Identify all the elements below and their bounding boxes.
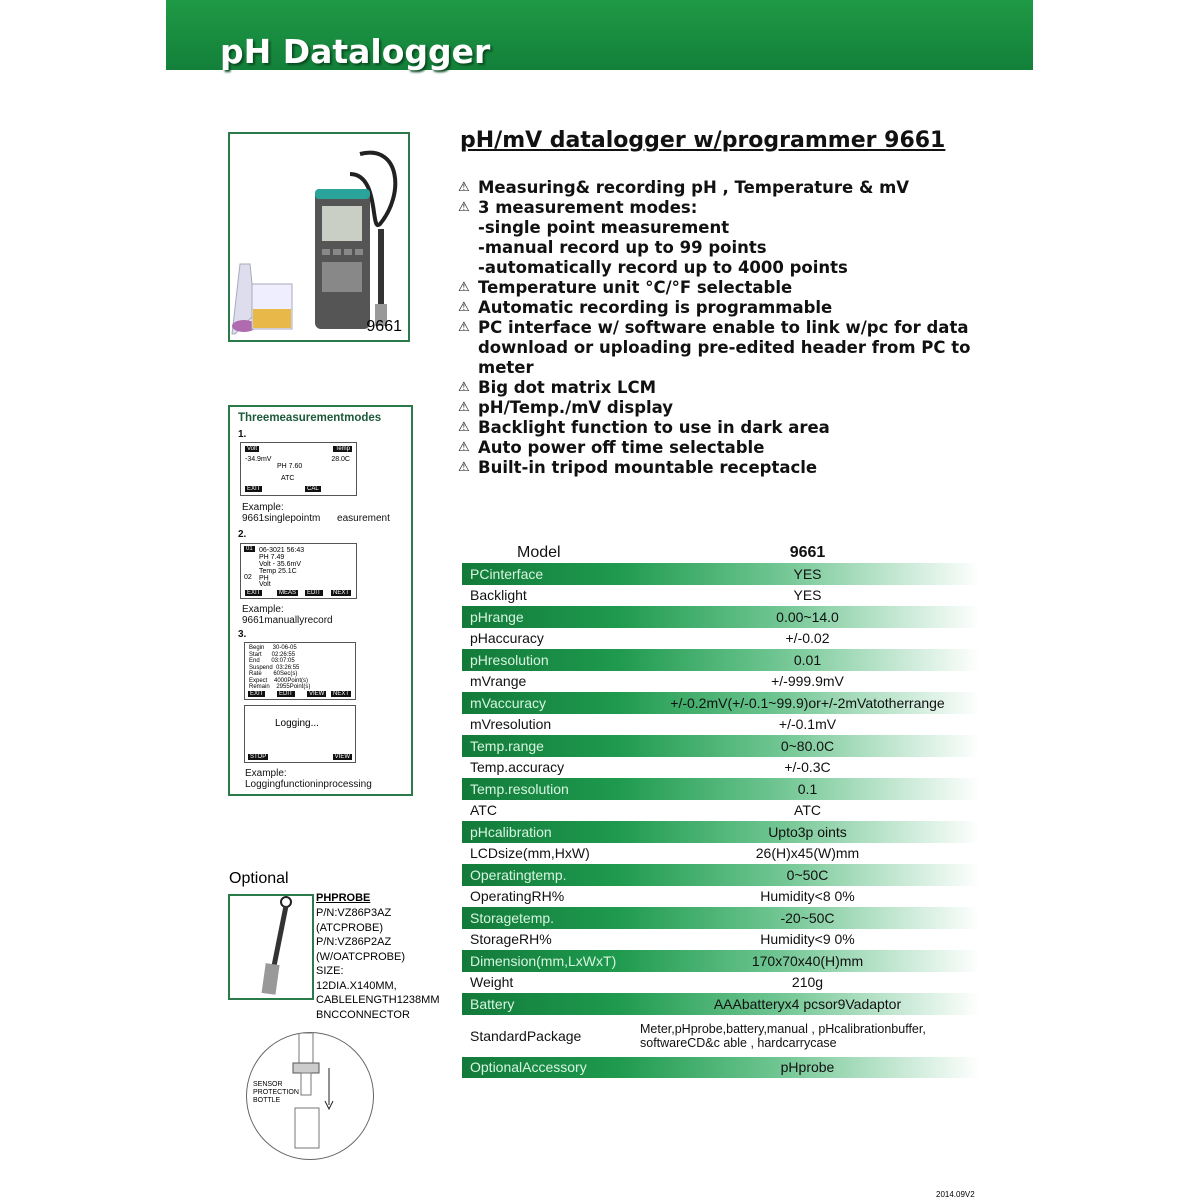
lcd-single-point [240,442,357,496]
feature-text: meter [478,358,534,377]
model-label: 9661 [366,318,402,335]
feature-text: Measuring& recording pH , Temperature & mV [478,178,910,197]
lcd-text: Logging... [275,718,319,729]
spec-value: +/-0.02 [785,630,830,647]
warning-triangle-icon: ⚠ [458,280,470,295]
spec-label: StorageRH% [470,931,552,948]
text-line: P/N:VZ86P2AZ [316,936,392,948]
spec-value: 26(H)x45(W)mm [755,845,860,862]
feature-item [458,418,970,438]
lcd-tag: VIEW [334,754,350,760]
spec-label: mVaccuracy [470,694,546,711]
table-row [462,864,980,886]
spec-label: pHresolution [470,651,549,668]
table-row [462,821,980,843]
measurement-modes-panel [228,405,413,796]
table-row [462,843,980,865]
table-row [462,929,980,951]
probe-title: PHPROBE [316,892,371,904]
lcd-text: Volt [259,581,271,588]
lcd-tag: EXIT [247,486,261,492]
optional-title: Optional [229,870,289,887]
example-caption: Loggingfunctioninprocessing [245,779,372,790]
probe-specs [316,906,440,1022]
table-row [462,757,980,779]
modes-title: Threemeasurementmodes [238,412,382,424]
text-line: Suspend 03:26:55 [249,664,300,671]
spec-label: pHcalibration [470,823,552,840]
mode-number: 1. [238,429,247,440]
lcd-tag: VIEW [309,691,325,697]
lcd-text: ATC [281,475,295,482]
mode-number: 3. [238,629,247,640]
text-line: P/N:VZ86P3AZ [316,907,392,919]
lcd-text: -34.9mV [245,456,272,463]
spec-value: +/-0.3C [784,759,831,776]
spec-value: 0.01 [793,651,822,668]
table-row [462,585,980,607]
spec-label: PCinterface [470,565,544,582]
table-row [462,671,980,693]
feature-item [458,298,970,318]
feature-text: -automatically record up to 4000 points [478,258,848,277]
table-row [462,563,980,585]
warning-triangle-icon: ⚠ [458,440,470,455]
text-line: PROTECTION [253,1089,299,1096]
lcd-logging [244,705,356,763]
spec-value: 0.00~14.0 [776,608,839,625]
lcd-tag: CAL [307,486,319,492]
warning-triangle-icon: ⚠ [458,200,470,215]
spec-value: Humidity<9 0% [760,931,855,948]
spec-value: Meter,pHprobe,battery,manual , pHcalibrationbuffer, softwareCD&c able , hardcarrycase [640,1021,926,1050]
spec-label: mVresolution [470,716,552,733]
feature-item [458,198,970,218]
text-line: SIZE: [316,965,344,977]
feature-text: Auto power off time selectable [478,438,765,457]
example-caption: 9661singlepointm easurement [242,513,390,524]
feature-text: -manual record up to 99 points [478,238,767,257]
text-line: Begin 30-06-05 [249,645,297,651]
table-row [462,1057,980,1079]
text-line: End 03:07:05 [249,658,295,664]
table-row [462,950,980,972]
text-line: BNCCONNECTOR [316,1008,410,1021]
model-value: 9661 [789,544,826,561]
table-row [462,606,980,628]
feature-item [458,438,970,458]
spec-label: Backlight [470,587,527,604]
spec-value: 0~80.0C [780,737,835,754]
lcd-auto-record [244,642,356,700]
datalogger-illustration [230,134,408,340]
lcd-tag: STOP [250,754,267,760]
warning-triangle-icon: ⚠ [458,320,470,335]
feature-item [458,398,970,418]
feature-item [458,338,970,358]
spec-label: Temp.resolution [470,780,569,797]
model-header: Model [517,544,561,561]
feature-item [458,318,970,338]
spec-value: +/-0.2mV(+/-0.1~99.9)or+/-2mVatotherrange [670,694,945,711]
text-line: CABLELENGTH1238MM [316,994,440,1006]
lcd-tag: MEAS [279,590,297,596]
spec-value: +/-0.1mV [778,716,837,733]
feature-text: Backlight function to use in dark area [478,418,830,437]
lcd-tag: EDIT [279,691,293,697]
lcd-manual-record [240,543,357,599]
lcd-text: PH 7.60 [277,463,303,470]
spec-value: +/-999.9mV [771,673,844,690]
text-line: (W/OATCPROBE) [316,950,406,963]
text-line: BOTTLE [253,1097,281,1104]
warning-triangle-icon: ⚠ [458,460,470,475]
example-label: Example: [242,604,284,615]
ph-probe-illustration [230,896,312,998]
example-label: Example: [242,502,284,513]
spec-label: pHrange [470,608,524,625]
table-row [462,800,980,822]
table-row [462,714,980,736]
spec-label: OperatingRH% [470,888,565,905]
table-row [462,1015,980,1057]
lcd-tag: EDIT [307,590,321,596]
feature-text: Built-in tripod mountable receptacle [478,458,818,477]
spec-value: Humidity<8 0% [760,888,855,905]
spec-value: 210g [791,974,824,991]
text-line: SENSOR [253,1081,283,1088]
feature-text: download or uploading pre-edited header from PC to [478,338,971,357]
mode-number: 2. [238,529,247,540]
page-title: pH Datalogger [220,32,491,71]
feature-text: Automatic recording is programmable [478,298,833,317]
spec-label: LCDsize(mm,HxW) [470,845,590,862]
lcd-text: PH [259,575,269,582]
lcd-text: 02 [244,574,252,581]
product-title: pH/mV datalogger w/programmer 9661 [460,128,946,153]
spec-label: Operatingtemp. [470,866,567,883]
feature-item [458,258,970,278]
spec-label: StandardPackage [470,1027,582,1044]
feature-item [458,178,970,198]
product-image [228,132,410,342]
table-row [462,628,980,650]
feature-item [458,458,970,478]
spec-value: ATC [794,802,821,819]
spec-table [462,543,980,1078]
lcd-tag: NEXT [333,590,350,596]
spec-label: Battery [470,995,515,1012]
spec-value: YES [793,565,822,582]
text-line: 12DIA.X140MM, [316,979,397,992]
spec-label: Dimension(mm,LxWxT) [470,952,617,969]
table-header [462,543,980,563]
feature-item [458,278,970,298]
lcd-tag: EXIT [247,590,261,596]
feature-list [458,178,970,478]
table-row [462,692,980,714]
version-footer: 2014.09V2 [936,1190,975,1199]
feature-text: Big dot matrix LCM [478,378,657,397]
spec-label: pHaccuracy [470,630,544,647]
warning-triangle-icon: ⚠ [458,180,470,195]
example-label: Example: [245,768,287,779]
spec-value: 0.1 [797,780,818,797]
probe-image [228,894,314,1000]
table-row [462,649,980,671]
table-row [462,778,980,800]
spec-value: AAAbatteryx4 pcsor9Vadaptor [713,995,902,1012]
feature-text: -single point measurement [478,218,730,237]
spec-value: Upto3p oints [768,823,847,840]
feature-text: 3 measurement modes: [478,198,698,217]
lcd-tag: Volt [247,446,258,452]
example-caption: 9661manuallyrecord [242,615,333,626]
lcd-text: Volt - 35.6mV [259,561,302,568]
spec-value: YES [793,587,822,604]
table-row [462,886,980,908]
feature-text: Temperature unit °C/°F selectable [478,278,793,297]
table-row [462,735,980,757]
warning-triangle-icon: ⚠ [458,300,470,315]
spec-value: 170x70x40(H)mm [751,952,864,969]
warning-triangle-icon: ⚠ [458,400,470,415]
table-row [462,993,980,1015]
feature-text: PC interface w/ software enable to link w/pc for data [478,318,969,337]
feature-item [458,238,970,258]
lcd-text: 06-3021 56:43 [259,547,305,554]
spec-label: Storagetemp. [470,909,555,926]
warning-triangle-icon: ⚠ [458,380,470,395]
spec-value: pHprobe [780,1059,835,1076]
lcd-tag: 01 [246,546,253,552]
spec-value: -20~50C [780,909,835,926]
lcd-text: Temp 25.1C [259,568,297,575]
header-banner [166,0,1033,70]
table-row [462,907,980,929]
spec-label: mVrange [470,673,527,690]
feature-item [458,378,970,398]
spec-label: Weight [470,974,514,991]
text-line: Remain 2955Point(s) [249,684,311,690]
feature-item [458,358,970,378]
lcd-tag: EXIT [250,691,264,697]
lcd-text: PH 7.49 [259,554,285,561]
text-line: Expect 4000Point(s) [249,677,309,684]
feature-item [458,218,970,238]
spec-label: ATC [470,802,497,819]
lcd-text: 28.0C [331,456,350,463]
text-line: (ATCPROBE) [316,921,384,934]
text-line: Start 02:26:55 [249,651,296,658]
spec-label: OptionalAccessory [470,1059,587,1076]
text-line: Rate 60Sec(s) [249,671,298,677]
warning-triangle-icon: ⚠ [458,420,470,435]
spec-label: Temp.range [470,737,544,754]
lcd-tag: NEXT [333,691,350,697]
protection-bottle-diagram [246,1032,374,1160]
lcd-tag: Temp [335,446,350,452]
spec-value: 0~50C [786,866,829,883]
table-row [462,972,980,994]
feature-text: pH/Temp./mV display [478,398,674,417]
spec-label: Temp.accuracy [470,759,565,776]
